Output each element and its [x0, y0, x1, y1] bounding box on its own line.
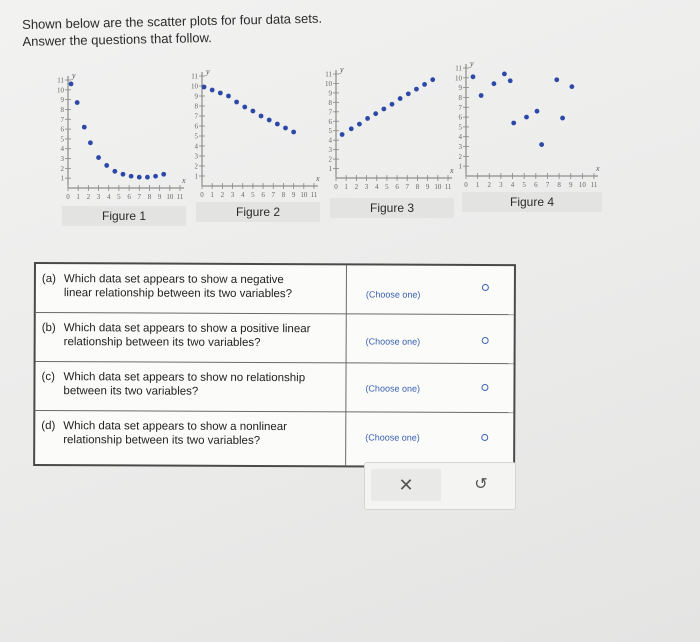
x-tick-label: 2	[86, 193, 91, 201]
question-line: Which data set appears to show a positive linear	[63, 322, 311, 336]
data-point	[267, 118, 272, 123]
instructions-line-1: Shown below are the scatter plots for four data sets.	[22, 10, 323, 32]
data-point	[502, 71, 507, 76]
data-point	[535, 109, 540, 114]
question-row-d	[35, 411, 513, 461]
select-indicator-icon[interactable]	[482, 284, 489, 291]
data-point	[390, 102, 395, 107]
y-tick-label: 9	[60, 96, 64, 105]
x-tick-label: 8	[557, 181, 561, 189]
y-tick-label: 1	[328, 165, 332, 174]
question-row-b	[36, 313, 514, 364]
question-line: between its two variables?	[63, 385, 199, 398]
data-point	[121, 172, 126, 177]
x-tick-label: 5	[385, 183, 389, 191]
x-tick-label: 8	[281, 191, 286, 199]
x-tick-label: 11	[310, 191, 318, 199]
y-tick-label: 7	[194, 112, 198, 121]
data-point	[539, 142, 544, 147]
question-row-c	[35, 362, 513, 413]
data-point	[210, 88, 215, 93]
y-tick-label: 9	[194, 92, 198, 101]
figure-2-chart	[190, 67, 320, 210]
figure-3-label: Figure 3	[330, 198, 454, 218]
x-axis-label: x	[450, 166, 454, 175]
x-tick-label: 1	[475, 181, 480, 189]
data-point	[508, 78, 513, 83]
x-tick-label: 7	[137, 193, 142, 201]
x-tick-label: 8	[415, 183, 420, 191]
x-tick-label: 3	[96, 193, 101, 201]
y-axis-label: y	[72, 71, 76, 80]
x-tick-label: 7	[405, 183, 410, 191]
y-tick-label: 11	[455, 64, 462, 73]
select-indicator-icon[interactable]	[482, 337, 489, 344]
y-tick-label: 8	[194, 102, 198, 111]
figure-1-chart	[56, 70, 186, 210]
data-point	[226, 94, 231, 99]
data-point	[75, 100, 80, 105]
x-tick-label: 1	[210, 191, 214, 199]
answer-select-c[interactable]: (Choose one)	[365, 383, 421, 394]
figure-2-plot	[190, 67, 320, 215]
x-tick-label: 9	[568, 181, 573, 189]
y-tick-label: 6	[328, 117, 332, 126]
y-tick-label: 5	[458, 123, 462, 132]
x-tick-label: 7	[271, 191, 276, 199]
close-icon: ✕	[398, 475, 414, 495]
data-point	[381, 107, 386, 112]
figure-4-chart	[454, 59, 604, 202]
x-tick-label: 2	[220, 191, 225, 199]
x-axis-label: x	[182, 176, 186, 185]
data-point	[161, 172, 166, 177]
x-axis-label: x	[316, 174, 320, 183]
figure-1-plot	[56, 70, 186, 215]
x-tick-label: 8	[147, 193, 152, 201]
question-letter: (d)	[41, 420, 56, 433]
x-tick-label: 6	[395, 183, 399, 191]
x-tick-label: 1	[344, 183, 348, 191]
select-indicator-icon[interactable]	[481, 434, 488, 441]
y-tick-label: 5	[60, 135, 64, 144]
data-point	[275, 122, 280, 127]
y-tick-label: 10	[325, 79, 332, 88]
y-tick-label: 1	[194, 172, 198, 181]
question-line: relationship between its two variables?	[63, 336, 261, 349]
data-point	[251, 109, 256, 114]
y-axis-label: y	[340, 65, 344, 74]
y-tick-label: 10	[191, 82, 198, 91]
data-point	[422, 82, 427, 87]
data-point	[82, 125, 87, 130]
y-tick-label: 11	[57, 76, 64, 85]
y-tick-label: 8	[458, 93, 462, 102]
question-a-text	[42, 272, 342, 301]
x-tick-label: 0	[464, 181, 468, 189]
question-c-text	[41, 370, 341, 399]
x-tick-label: 6	[261, 191, 265, 199]
x-tick-label: 9	[157, 193, 162, 201]
data-point	[112, 169, 117, 174]
x-tick-label: 10	[578, 181, 586, 189]
x-tick-label: 5	[522, 181, 526, 189]
x-tick-label: 11	[444, 183, 452, 191]
y-axis-label: y	[206, 67, 210, 76]
x-tick-label: 0	[334, 183, 338, 191]
y-tick-label: 5	[194, 132, 198, 141]
scatter-plots	[0, 0, 700, 240]
x-tick-label: 9	[291, 191, 296, 199]
x-tick-label: 3	[364, 183, 369, 191]
data-point	[365, 116, 370, 121]
data-point	[349, 126, 354, 131]
data-point	[479, 93, 484, 98]
question-line: Which data set appears to show a nonlinear	[63, 420, 288, 434]
y-tick-label: 7	[458, 103, 462, 112]
x-tick-label: 5	[117, 193, 121, 201]
y-tick-label: 11	[325, 70, 332, 79]
y-tick-label: 2	[194, 162, 198, 171]
data-point	[96, 155, 101, 160]
y-tick-label: 4	[328, 136, 332, 145]
question-letter: (c)	[41, 371, 55, 384]
question-line: linear relationship between its two variables?	[63, 287, 293, 301]
question-line: relationship between its two variables?	[63, 434, 261, 447]
answer-select-d[interactable]: (Choose one)	[365, 432, 420, 443]
y-tick-label: 11	[191, 72, 198, 81]
figure-1-label: Figure 1	[62, 206, 186, 226]
x-tick-label: 0	[66, 193, 70, 201]
question-row-a	[36, 264, 514, 315]
data-point	[471, 74, 476, 79]
y-tick-label: 10	[57, 86, 64, 95]
y-tick-label: 4	[194, 142, 198, 151]
y-tick-label: 4	[60, 145, 64, 154]
question-b-text	[42, 321, 342, 350]
question-letter: (b)	[41, 322, 56, 335]
y-tick-label: 10	[455, 74, 462, 83]
x-tick-label: 6	[127, 193, 131, 201]
y-tick-label: 3	[458, 143, 462, 152]
y-tick-label: 3	[194, 152, 198, 161]
x-tick-label: 11	[590, 181, 598, 189]
y-tick-label: 3	[328, 146, 332, 155]
answer-select-a[interactable]: (Choose one)	[365, 289, 421, 300]
x-tick-label: 3	[499, 181, 503, 189]
question-letter: (a)	[41, 273, 57, 286]
figure-3-chart	[324, 66, 454, 206]
y-tick-label: 7	[60, 115, 64, 124]
undo-icon: ↺	[474, 476, 488, 493]
y-tick-label: 2	[328, 155, 332, 164]
y-tick-label: 7	[328, 108, 332, 117]
data-point	[373, 111, 378, 116]
question-line: Which data set appears to show a negative	[63, 273, 284, 287]
y-tick-label: 9	[328, 89, 332, 98]
x-tick-label: 1	[76, 193, 80, 201]
y-tick-label: 1	[458, 162, 462, 171]
data-point	[145, 175, 150, 180]
y-tick-label: 6	[194, 122, 198, 131]
answer-select-b[interactable]: (Choose one)	[365, 336, 421, 347]
data-point	[153, 174, 158, 179]
question-line: Which data set appears to show no relationship	[63, 371, 306, 385]
data-point	[291, 130, 296, 135]
answer-actions	[364, 462, 516, 510]
x-tick-label: 10	[166, 193, 174, 201]
y-axis-label: y	[470, 59, 474, 68]
questions-table	[33, 262, 516, 468]
data-point	[414, 87, 419, 92]
x-tick-label: 3	[230, 191, 235, 199]
data-point	[234, 100, 239, 105]
y-tick-label: 2	[60, 164, 64, 173]
data-point	[430, 77, 435, 82]
x-tick-label: 4	[510, 181, 515, 189]
data-point	[202, 85, 207, 90]
y-tick-label: 6	[60, 125, 64, 134]
data-point	[524, 115, 529, 120]
x-tick-label: 11	[176, 193, 184, 201]
data-point	[69, 82, 74, 87]
y-tick-label: 3	[60, 155, 64, 164]
x-axis-label: x	[596, 164, 600, 173]
x-tick-label: 5	[251, 191, 255, 199]
y-tick-label: 8	[60, 105, 64, 114]
data-point	[569, 84, 574, 89]
figure-2-label: Figure 2	[196, 202, 320, 222]
data-point	[88, 140, 93, 145]
clear-button[interactable]	[371, 469, 441, 501]
data-point	[511, 121, 516, 126]
y-tick-label: 4	[458, 133, 462, 142]
y-tick-label: 2	[458, 152, 462, 161]
data-point	[560, 116, 565, 121]
figure-4-label: Figure 4	[462, 192, 602, 212]
data-point	[357, 122, 362, 127]
x-tick-label: 7	[545, 181, 550, 189]
question-d-text	[41, 419, 341, 448]
select-indicator-icon[interactable]	[481, 384, 488, 391]
data-point	[492, 81, 497, 86]
x-tick-label: 0	[200, 191, 204, 199]
data-point	[398, 96, 403, 101]
instructions-line-2: Answer the questions that follow.	[22, 30, 212, 49]
y-tick-label: 1	[60, 174, 64, 183]
x-tick-label: 2	[354, 183, 359, 191]
y-tick-label: 9	[458, 84, 462, 93]
y-tick-label: 5	[328, 127, 332, 136]
y-tick-label: 8	[328, 98, 332, 107]
x-tick-label: 10	[300, 191, 308, 199]
figure-3-plot	[324, 66, 454, 211]
reset-button[interactable]	[461, 469, 501, 501]
x-tick-label: 4	[374, 183, 379, 191]
data-point	[259, 114, 264, 119]
x-tick-label: 2	[487, 181, 492, 189]
data-point	[242, 105, 247, 110]
x-tick-label: 10	[434, 183, 442, 191]
data-point	[340, 132, 345, 137]
data-point	[137, 175, 142, 180]
x-tick-label: 9	[425, 183, 430, 191]
x-tick-label: 4	[240, 191, 245, 199]
data-point	[104, 163, 109, 168]
data-point	[129, 174, 134, 179]
figure-4-plot	[454, 59, 604, 207]
data-point	[554, 77, 559, 82]
y-tick-label: 6	[458, 113, 462, 122]
data-point	[406, 91, 411, 96]
x-tick-label: 6	[534, 181, 538, 189]
x-tick-label: 4	[106, 193, 111, 201]
data-point	[283, 126, 288, 131]
data-point	[218, 91, 223, 96]
